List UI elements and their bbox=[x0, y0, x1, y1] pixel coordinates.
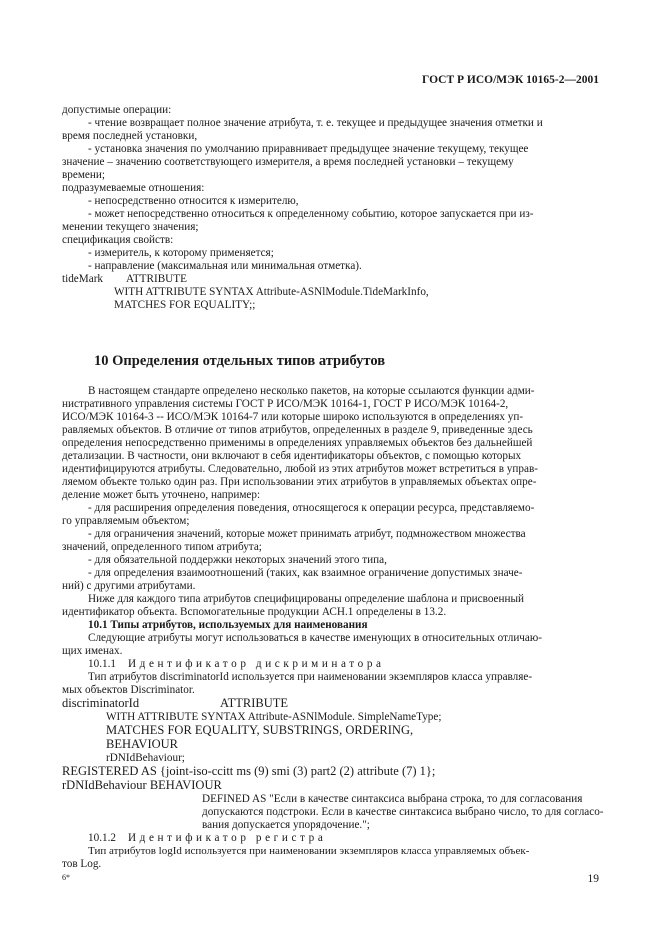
code-line: DEFINED AS "Если в качестве синтаксиса выбрана строка, то для согласования bbox=[202, 793, 583, 805]
text-line: - может непосредственно относиться к определенному событию, которое запускается при из- bbox=[88, 208, 534, 220]
text-line: допустимые операции: bbox=[62, 104, 172, 116]
text-line: Тип атрибутов logId используется при наименовании экземпляров класса управляемых объек- bbox=[88, 845, 530, 857]
text-line: щих именах. bbox=[62, 645, 123, 657]
code-keyword: ATTRIBUTE bbox=[126, 273, 187, 285]
text-line: - направление (максимальная или минимальная отметка). bbox=[88, 260, 362, 272]
item-title: Идентификатор регистра bbox=[128, 832, 327, 844]
text-line: времени; bbox=[62, 169, 105, 181]
code-keyword: ATTRIBUTE bbox=[220, 696, 289, 710]
text-line: деление может быть уточнено, например: bbox=[62, 489, 261, 501]
code-name: tideMark bbox=[62, 273, 104, 285]
code-line: BEHAVIOUR bbox=[106, 737, 178, 751]
text-line: значений, определенного типом атрибута; bbox=[62, 541, 262, 553]
item-number: 10.1.1 bbox=[88, 658, 116, 670]
text-line: ИСО/МЭК 10164-3 -- ИСО/МЭК 10164-7 или которые широко используются в определениях уп- bbox=[62, 411, 524, 423]
text-line: Ниже для каждого типа атрибутов специфицированы определение шаблона и присвоенный bbox=[88, 593, 524, 605]
text-line: - для обязательной поддержки некоторых значений этого типа, bbox=[88, 554, 387, 566]
text-line: го управляемым объектом; bbox=[62, 515, 190, 527]
text-line: - для определения взаимоотношений (таких, как взаимное ограничение допустимых значе- bbox=[88, 567, 523, 579]
page-number: 19 bbox=[587, 873, 599, 885]
text-line: - чтение возвращает полное значение атрибута, т. е. текущее и предыдущее значения отметки и bbox=[88, 117, 543, 129]
text-line: ляемом объекте только один раз. При использовании этих атрибутов в управляемых объектах опре- bbox=[62, 476, 537, 488]
text-line: детализации. В частности, они включают в себя идентификаторы объектов, с помощью которых bbox=[62, 450, 522, 462]
code-line: MATCHES FOR EQUALITY, SUBSTRINGS, ORDERING, bbox=[106, 723, 414, 737]
subsection-title: 10.1 Типы атрибутов, используемых для наименования bbox=[88, 619, 368, 631]
code-line: вания допускается упорядочение."; bbox=[202, 819, 370, 831]
item-number: 10.1.2 bbox=[88, 832, 116, 844]
text-line: - измеритель, к которому применяется; bbox=[88, 247, 274, 259]
code-line: допускаются подстроки. Если в качестве синтаксиса выбрано число, то для согласо- bbox=[202, 806, 604, 818]
text-line: ний) с другими атрибутами. bbox=[62, 580, 196, 592]
text-line: мых объектов Discriminator. bbox=[62, 684, 195, 696]
code-line: REGISTERED AS {joint-iso-ccitt ms (9) smi (3) part2 (2) attribute (7) 1}; bbox=[62, 764, 436, 778]
document-header: ГОСТ Р ИСО/МЭК 10165-2—2001 bbox=[422, 74, 599, 86]
text-line: - для расширения определения поведения, относящегося к операции ресурса, представляемо- bbox=[88, 502, 535, 514]
text-line: равляемых объектов. В отличие от типов атрибутов, определенных в разделе 9, приведенные здесь bbox=[62, 424, 533, 436]
text-line: значение – значению соответствующего измерителя, а время последней установки – текущему bbox=[62, 156, 514, 168]
text-line: идентификатор объекта. Вспомогательные продукции АСН.1 определены в 13.2. bbox=[62, 606, 447, 618]
text-line: менении текущего значения; bbox=[62, 221, 199, 233]
text-line: спецификация свойств: bbox=[62, 234, 174, 246]
text-line: нистративного управления системы ГОСТ Р ИСО/МЭК 10164-1, ГОСТ Р ИСО/МЭК 10164-2, bbox=[62, 398, 509, 410]
code-name: discriminatorId bbox=[62, 696, 140, 710]
section-title: 10 Определения отдельных типов атрибутов bbox=[94, 353, 386, 369]
code-line: MATCHES FOR EQUALITY;; bbox=[114, 299, 256, 311]
footer-mark: 6* bbox=[62, 873, 70, 882]
code-line: rDNIdBehaviour BEHAVIOUR bbox=[62, 778, 222, 792]
text-line: тов Log. bbox=[62, 858, 102, 870]
text-line: В настоящем стандарте определено несколько пакетов, на которые ссылаются функции адми- bbox=[88, 385, 535, 397]
code-line: WITH ATTRIBUTE SYNTAX Attribute-ASNlModule. SimpleNameType; bbox=[106, 711, 442, 723]
text-line: определения непосредственно применимы в определениях управляемых объектов без дальнейшей bbox=[62, 437, 533, 449]
text-line: Следующие атрибуты могут использоваться в качестве именующих в относительных отличаю- bbox=[88, 632, 542, 644]
text-line: Тип атрибутов discriminatorId используется при наименовании экземпляров класса управляе- bbox=[88, 671, 533, 683]
text-line: - установка значения по умолчанию приравнивает предыдущее значение текущему, текущее bbox=[88, 143, 529, 155]
text-line: время последней установки, bbox=[62, 130, 198, 142]
text-line: подразумеваемые отношения: bbox=[62, 182, 205, 194]
item-title: Идентификатор дискриминатора bbox=[128, 658, 385, 670]
code-line: rDNIdBehaviour; bbox=[106, 752, 185, 764]
code-line: WITH ATTRIBUTE SYNTAX Attribute-ASNlModule.TideMarkInfo, bbox=[114, 286, 429, 298]
text-line: - непосредственно относится к измерителю, bbox=[88, 195, 299, 207]
text-line: идентифицируются атрибуты. Следовательно, любой из этих атрибутов может встретиться в управ- bbox=[62, 463, 538, 475]
text-line: - для ограничения значений, которые может принимать атрибут, подмножеством множества bbox=[88, 528, 526, 540]
